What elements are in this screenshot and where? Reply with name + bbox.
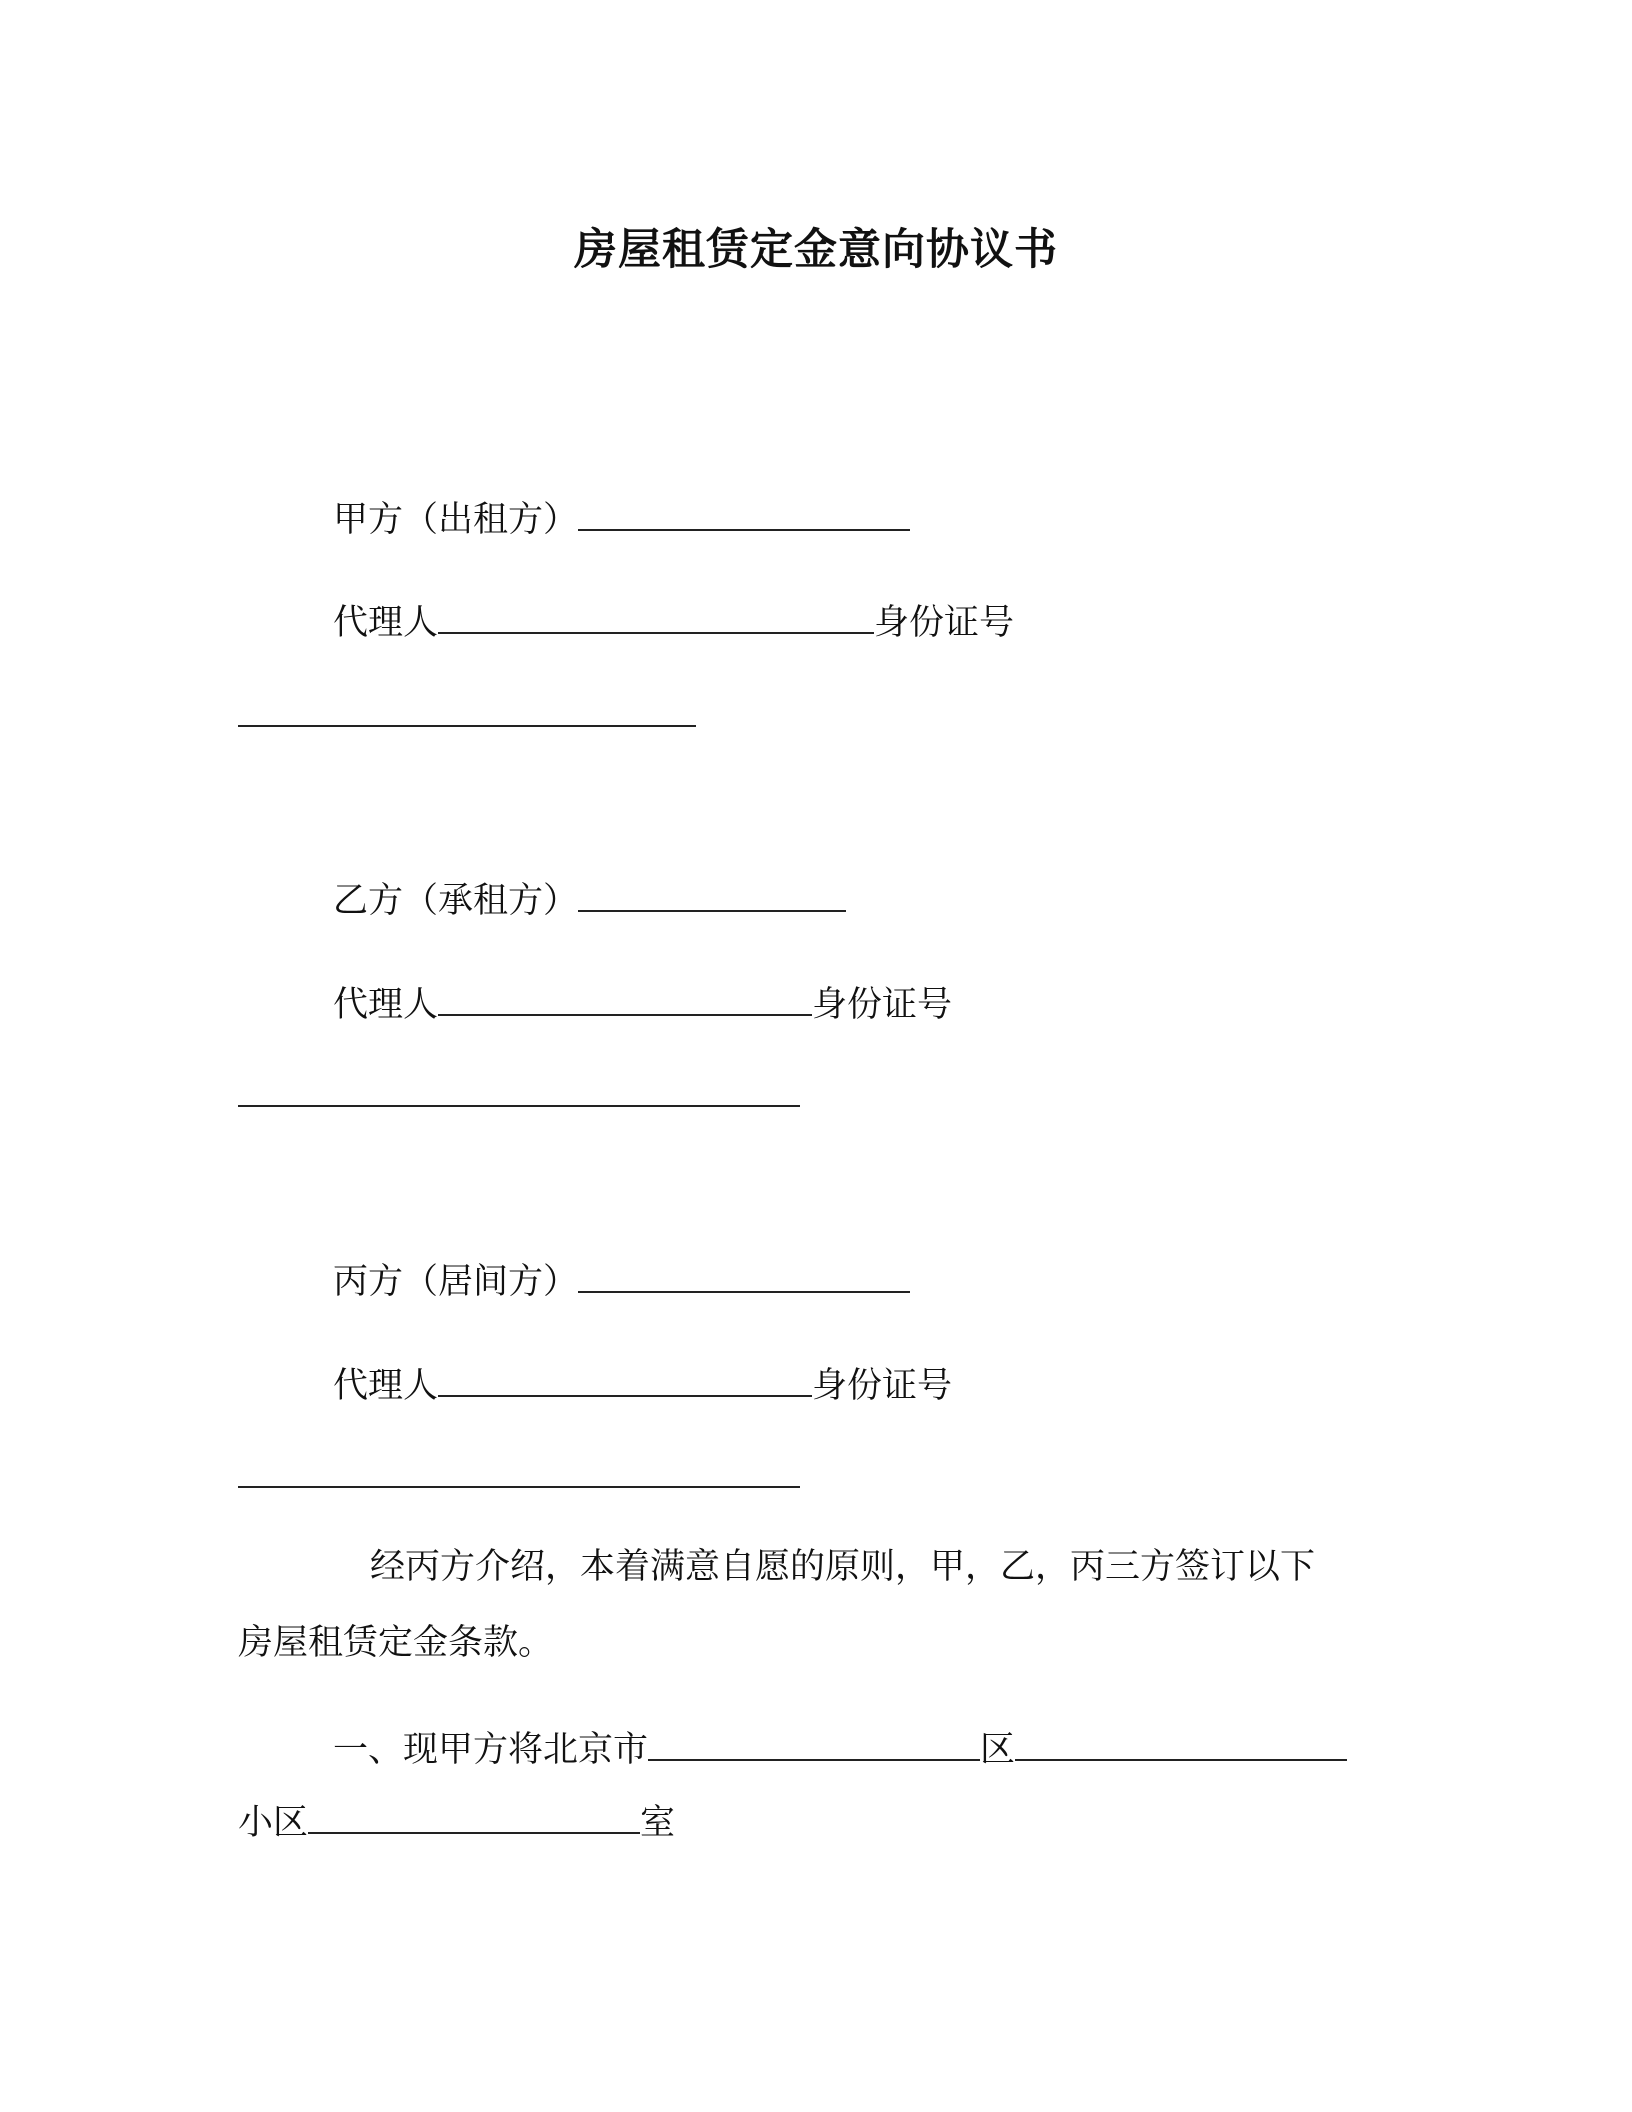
clause-1-line1 [333,1727,1347,1773]
party-c-id-label: 身份证号 [812,1366,953,1406]
party-b-id-blank[interactable] [238,1105,800,1107]
clause-1-prefix: 一、现甲方将北京市 [333,1730,649,1770]
party-c-line [333,1259,910,1305]
clause-1-community-label: 小区 [238,1803,309,1843]
party-a-agent-label: 代理人 [333,603,439,643]
clause-1-district-blank[interactable] [1015,1729,1347,1761]
party-c-agent-label: 代理人 [333,1366,439,1406]
party-c-name-blank[interactable] [578,1261,910,1293]
party-a-id-label: 身份证号 [874,603,1015,643]
party-c-label: 丙方（居间方） [333,1262,579,1302]
party-b-line [333,878,846,924]
party-a-label: 甲方（出租方） [333,500,579,540]
party-b-label: 乙方（承租方） [333,881,579,921]
clause-1-line2 [238,1800,675,1846]
party-b-agent-line [333,982,952,1028]
party-a-id-blank[interactable] [238,725,696,727]
intro-paragraph-line1: 经丙方介绍，本着满意自愿的原则，甲，乙，丙三方签订以下 [370,1547,1316,1587]
party-a-name-blank[interactable] [578,499,910,531]
clause-1-community-blank[interactable] [308,1802,640,1834]
clause-1-city-blank[interactable] [648,1729,980,1761]
party-b-id-label: 身份证号 [812,985,953,1025]
party-c-id-blank[interactable] [238,1486,800,1488]
document-title: 房屋租赁定金意向协议书 [574,225,1058,275]
party-b-agent-label: 代理人 [333,985,439,1025]
party-b-agent-blank[interactable] [438,984,812,1016]
clause-1-room-label: 室 [640,1803,676,1843]
party-b-name-blank[interactable] [578,880,846,912]
party-c-agent-blank[interactable] [438,1365,812,1397]
party-a-line [333,497,910,543]
intro-paragraph-line2: 房屋租赁定金条款。 [238,1623,554,1663]
party-a-agent-blank[interactable] [438,602,874,634]
party-a-agent-line [333,600,1014,646]
clause-1-district-label: 区 [980,1730,1016,1770]
party-c-agent-line [333,1363,952,1409]
